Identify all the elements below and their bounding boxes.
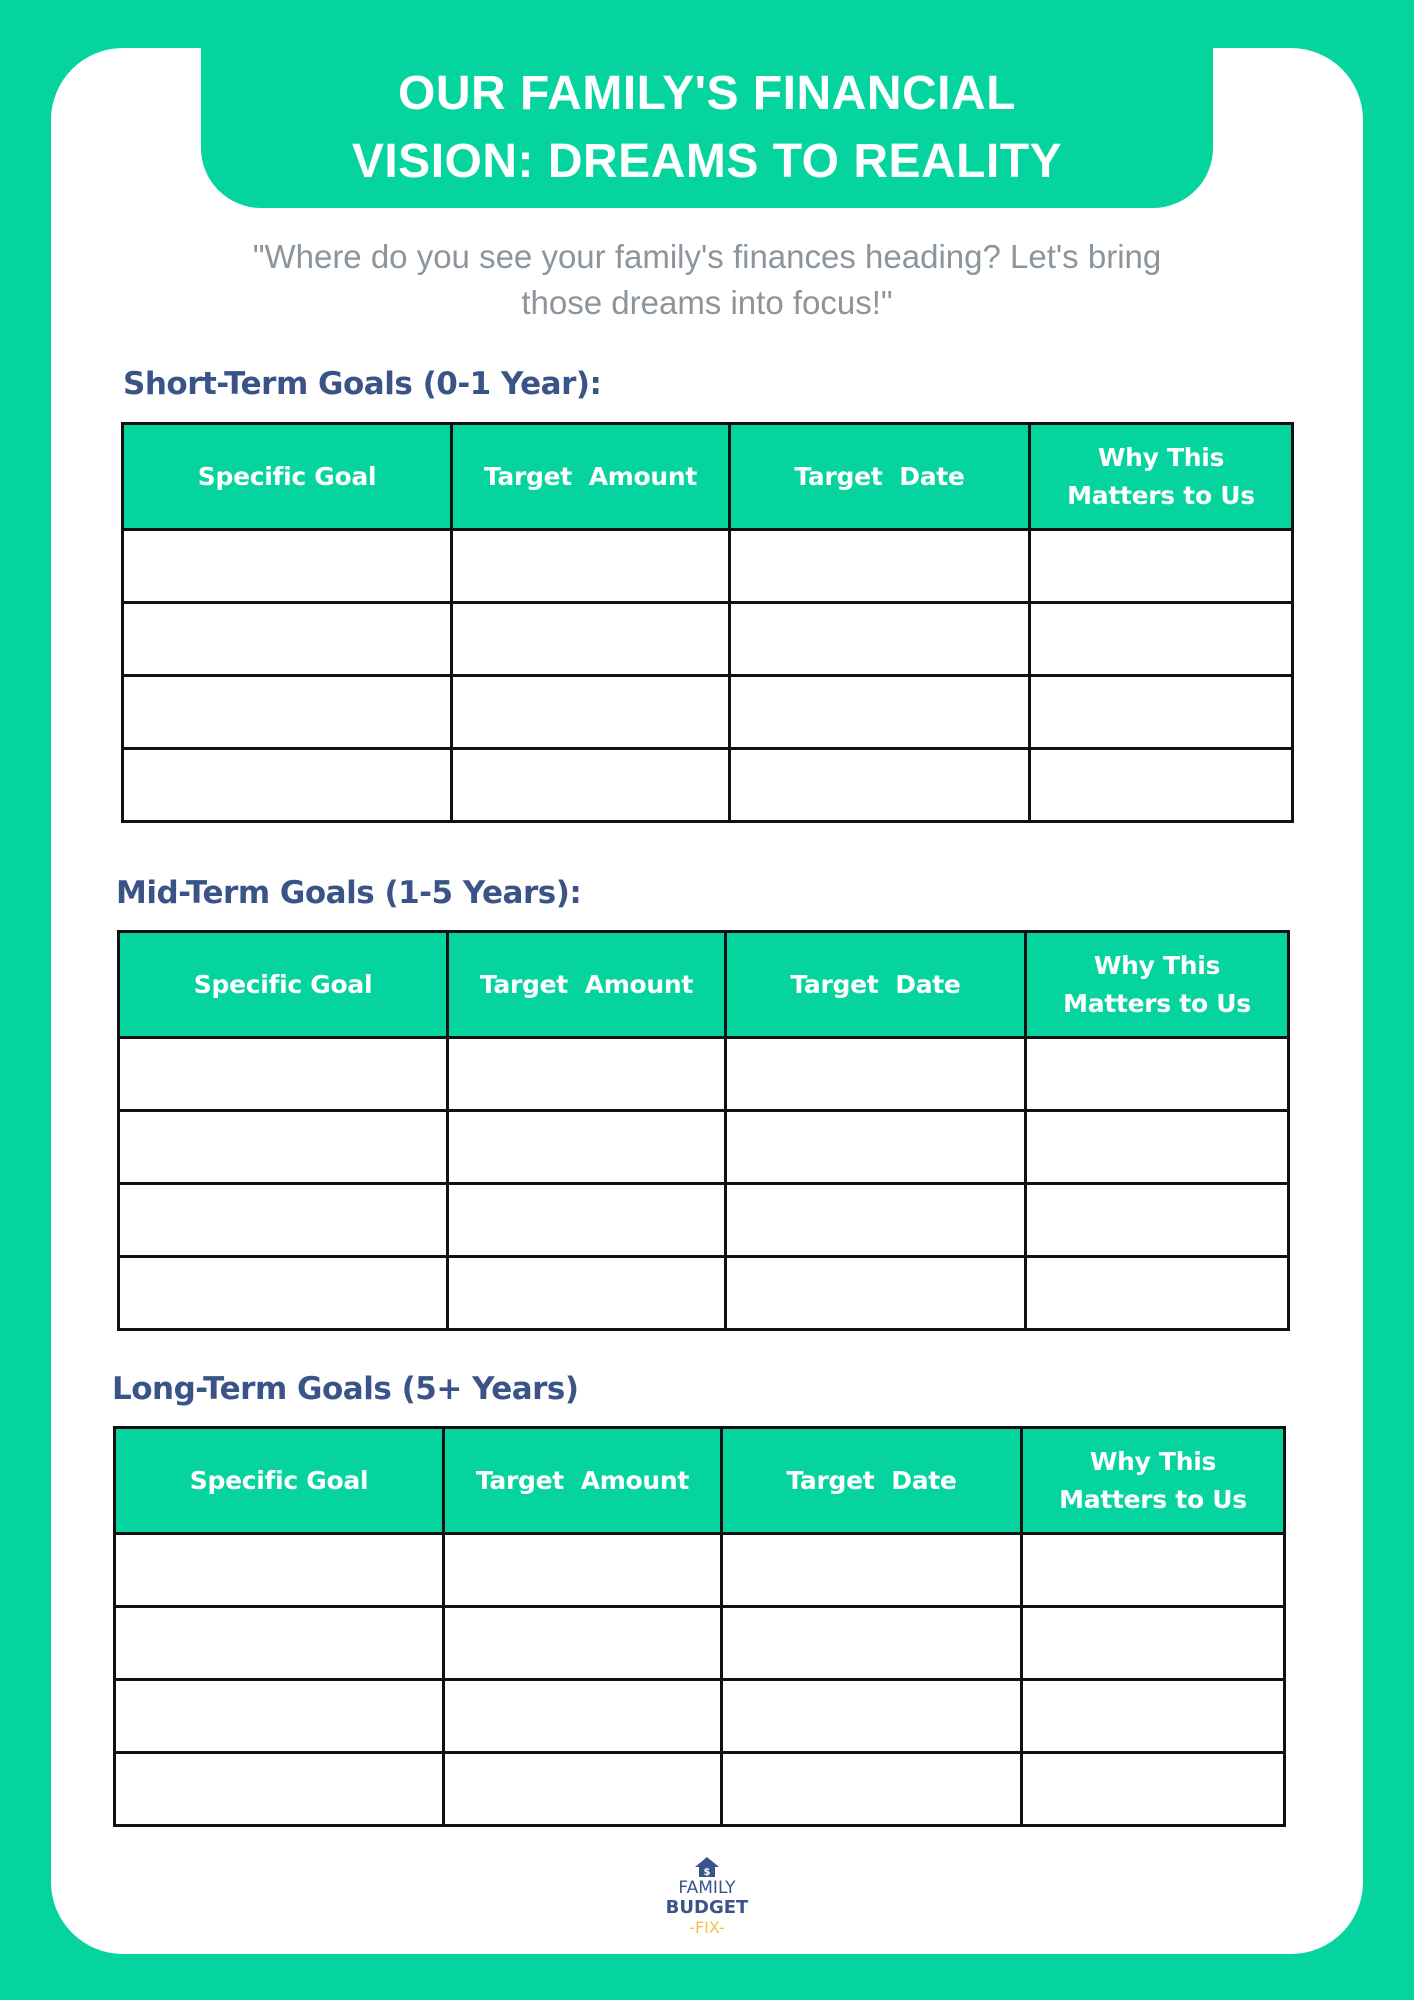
cell-why-this-matters[interactable] — [1026, 1038, 1289, 1111]
cell-target-amount[interactable] — [452, 530, 730, 603]
table-row — [119, 1184, 1289, 1257]
cell-specific-goal[interactable] — [115, 1607, 444, 1680]
cell-why-this-matters[interactable] — [1022, 1680, 1285, 1753]
cell-target-date[interactable] — [730, 530, 1030, 603]
table-row — [123, 603, 1293, 676]
cell-specific-goal[interactable] — [115, 1753, 444, 1826]
cell-specific-goal[interactable] — [123, 530, 452, 603]
header-text: Why This — [1097, 442, 1225, 472]
cell-target-date[interactable] — [726, 1111, 1026, 1184]
column-header-target-amount — [448, 932, 726, 1038]
table-row — [123, 749, 1293, 822]
cell-why-this-matters[interactable] — [1026, 1111, 1289, 1184]
cell-why-this-matters[interactable] — [1022, 1753, 1285, 1826]
header-text: Matters to Us — [1067, 480, 1255, 510]
header-text: Matters to Us — [1063, 988, 1251, 1018]
cell-target-amount[interactable] — [448, 1111, 726, 1184]
header-text: Target Date — [790, 969, 961, 999]
table-header-row — [115, 1428, 1285, 1534]
table-header-row — [123, 424, 1293, 530]
logo-text-family: FAMILY — [678, 1878, 736, 1898]
svg-text:$: $ — [703, 1867, 711, 1878]
section-title-short-term: Short-Term Goals (0-1 Year): — [123, 366, 602, 402]
cell-target-date[interactable] — [726, 1038, 1026, 1111]
logo-text-budget: BUDGET — [665, 1897, 749, 1918]
header-text: Target Amount — [479, 969, 694, 999]
column-header-why-this-matters — [1026, 932, 1289, 1038]
cell-target-amount[interactable] — [452, 603, 730, 676]
table-row — [123, 530, 1293, 603]
header-text: Target Amount — [483, 461, 698, 491]
header-text: Target Date — [794, 461, 965, 491]
cell-why-this-matters[interactable] — [1030, 749, 1293, 822]
cell-specific-goal[interactable] — [123, 603, 452, 676]
table-row — [115, 1607, 1285, 1680]
cell-target-amount[interactable] — [448, 1257, 726, 1330]
family-budget-fix-logo — [637, 1856, 777, 1938]
cell-specific-goal[interactable] — [115, 1534, 444, 1607]
header-text: Target Amount — [475, 1465, 690, 1495]
cell-target-amount[interactable] — [452, 749, 730, 822]
table-row — [115, 1680, 1285, 1753]
cell-target-date[interactable] — [730, 749, 1030, 822]
column-header-target-amount — [444, 1428, 722, 1534]
subtitle-line-1: "Where do you see your family's finances heading? Let's bring — [252, 238, 1162, 275]
header-text: Specific Goal — [197, 461, 377, 491]
page-title-line-2: VISION: DREAMS TO REALITY — [351, 135, 1063, 188]
cell-why-this-matters[interactable] — [1026, 1184, 1289, 1257]
column-header-specific-goal — [119, 932, 448, 1038]
cell-target-amount[interactable] — [444, 1680, 722, 1753]
cell-target-date[interactable] — [730, 676, 1030, 749]
header-text: Why This — [1089, 1446, 1217, 1476]
column-header-why-this-matters — [1030, 424, 1293, 530]
cell-target-date[interactable] — [726, 1184, 1026, 1257]
cell-target-date[interactable] — [730, 603, 1030, 676]
cell-specific-goal[interactable] — [119, 1257, 448, 1330]
long-term-goals-table — [113, 1426, 1286, 1827]
header-text: Matters to Us — [1059, 1484, 1247, 1514]
cell-target-amount[interactable] — [448, 1038, 726, 1111]
table-row — [115, 1753, 1285, 1826]
short-term-goals-table — [121, 422, 1294, 823]
cell-target-date[interactable] — [722, 1753, 1022, 1826]
cell-target-date[interactable] — [722, 1680, 1022, 1753]
cell-why-this-matters[interactable] — [1022, 1534, 1285, 1607]
column-header-specific-goal — [123, 424, 452, 530]
table-header-row — [119, 932, 1289, 1038]
cell-target-amount[interactable] — [444, 1607, 722, 1680]
cell-specific-goal[interactable] — [119, 1184, 448, 1257]
cell-specific-goal[interactable] — [119, 1038, 448, 1111]
cell-target-amount[interactable] — [452, 676, 730, 749]
cell-target-amount[interactable] — [444, 1534, 722, 1607]
column-header-specific-goal — [115, 1428, 444, 1534]
cell-why-this-matters[interactable] — [1030, 530, 1293, 603]
cell-why-this-matters[interactable] — [1022, 1607, 1285, 1680]
mid-term-goals-table — [117, 930, 1290, 1331]
page-title-line-1: OUR FAMILY'S FINANCIAL — [398, 67, 1016, 120]
table-row — [119, 1111, 1289, 1184]
cell-specific-goal[interactable] — [119, 1111, 448, 1184]
house-dollar-icon — [694, 1856, 720, 1878]
header-text: Target Date — [786, 1465, 957, 1495]
table-row — [115, 1534, 1285, 1607]
cell-specific-goal[interactable] — [115, 1680, 444, 1753]
column-header-why-this-matters — [1022, 1428, 1285, 1534]
section-title-mid-term: Mid-Term Goals (1-5 Years): — [116, 875, 582, 911]
table-row — [119, 1038, 1289, 1111]
header-text: Specific Goal — [189, 1465, 369, 1495]
cell-target-date[interactable] — [722, 1607, 1022, 1680]
cell-why-this-matters[interactable] — [1030, 603, 1293, 676]
cell-specific-goal[interactable] — [123, 749, 452, 822]
cell-specific-goal[interactable] — [123, 676, 452, 749]
cell-target-amount[interactable] — [448, 1184, 726, 1257]
column-header-target-amount — [452, 424, 730, 530]
table-row — [123, 676, 1293, 749]
cell-why-this-matters[interactable] — [1030, 676, 1293, 749]
subtitle-line-2: those dreams into focus!" — [521, 284, 893, 321]
section-title-long-term: Long-Term Goals (5+ Years) — [112, 1371, 579, 1407]
header-text: Why This — [1093, 950, 1221, 980]
cell-target-date[interactable] — [722, 1534, 1022, 1607]
cell-target-amount[interactable] — [444, 1753, 722, 1826]
column-header-target-date — [730, 424, 1030, 530]
cell-why-this-matters[interactable] — [1026, 1257, 1289, 1330]
header-text: Specific Goal — [193, 969, 373, 999]
cell-target-date[interactable] — [726, 1257, 1026, 1330]
column-header-target-date — [722, 1428, 1022, 1534]
column-header-target-date — [726, 932, 1026, 1038]
title-banner — [201, 48, 1213, 208]
logo-text-fix: -FIX- — [689, 1918, 725, 1937]
subtitle-quote — [200, 234, 1214, 326]
table-row — [119, 1257, 1289, 1330]
